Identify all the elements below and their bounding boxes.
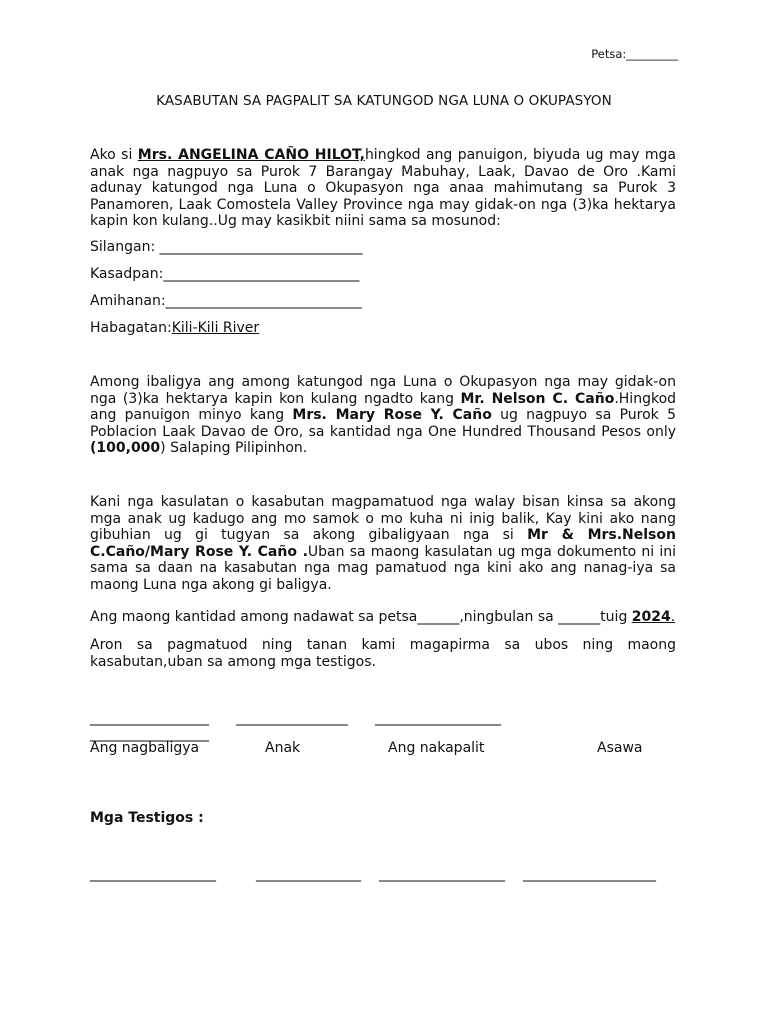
witness-line-4: ___________________ xyxy=(523,866,656,882)
document-title: KASABUTAN SA PAGPALIT SA KATUNGOD NGA LUNA O OKUPASYON xyxy=(156,93,612,109)
witness-line-1: __________________ xyxy=(90,866,216,882)
seller-name: Mrs. ANGELINA CAÑO HILOT, xyxy=(137,147,365,163)
signature-label-spouse: Asawa xyxy=(597,740,643,756)
date-label: Petsa: xyxy=(591,47,627,61)
boundary-amihanan: Amihanan:____________________________ xyxy=(90,293,362,309)
paragraph-sale-terms: Among ibaligya ang among katungod nga Luna o Okupasyon nga may gidak-on nga (3)ka hektarya kapin kon kulang ngadto kang Mr. Nelson C. Caño.Hingkod ang panuigon minyo kang Mrs. Mary Rose Y. Caño ug nagpuyo sa Purok 5 Poblacion Laak Davao de Oro, sa kantidad nga One Hundred Thousand Pesos only (100,000) Salaping Pilipinhon. xyxy=(90,374,677,457)
boundary-silangan: Silangan: _____________________________ xyxy=(90,239,363,255)
signature-line-seller: _________________ xyxy=(90,710,209,726)
signature-line-buyer: __________________ xyxy=(375,710,501,726)
witness-line-3: __________________ xyxy=(379,866,505,882)
signature-label-buyer: Ang nakapalit xyxy=(388,740,485,756)
date-field xyxy=(591,47,678,61)
buyer-names: Mr & Mrs.Nelson C.Caño/Mary Rose Y. Caño . xyxy=(90,527,676,560)
signature-line-child: ________________ xyxy=(236,710,348,726)
paragraph-transfer: Kani nga kasulatan o kasabutan magpamatuod nga walay bisan kinsa sa akong mga anak ug kadugo ang mo samok o mo kuha ni inig balik, Kay kini ako nang gibuhian ug gi tugyan sa akong gibaligyaan nga si Mr & Mrs.Nelson C.Caño/Mary Rose Y. Caño .Uban sa maong kasulatan ug mga dokumento ni ini sama sa daan na kasabutan nga mag pamatuod nga kini ako ang nanag-iya sa maong Luna nga akong gi baligya. xyxy=(90,494,676,593)
paragraph-seller-intro: Ako si Mrs. ANGELINA CAÑO HILOT,hingkod ang panuigon, biyuda ug may mga anak nga nagpuyo sa Purok 7 Barangay Mabuhay, Laak, Davao de Oro .Kami adunay katungod nga Luna o Okupasyon nga anaa mahimutang sa Purok 3 Panamoren, Laak Comostela Valley Province nga may gidak-on nga (3)ka hektarya kapin kon kulang..Ug may kasikbit niini sama sa mosunod: xyxy=(90,147,677,230)
date-blank: _________ xyxy=(626,47,678,61)
year: 2024 xyxy=(631,609,671,625)
witness-line-2: _______________ xyxy=(256,866,361,882)
signature-label-seller: Ang nagbaligya xyxy=(90,740,200,756)
paragraph-attestation: Aron sa pagmatuod ning tanan kami magapirma sa ubos ning maong kasabutan,uban sa among mga testigos. xyxy=(90,637,676,670)
signature-label-child: Anak xyxy=(265,740,301,756)
paragraph-payment-date: Ang maong kantidad among nadawat sa petsa______,ningbulan sa ______tuig 2024. xyxy=(90,609,676,625)
boundary-habagatan: Habagatan:Kili-Kili River xyxy=(90,320,260,336)
signature-line-spouse: _________________ xyxy=(90,726,209,742)
witnesses-heading: Mga Testigos : xyxy=(90,810,204,826)
amount: (100,000 xyxy=(90,440,161,457)
buyer-name: Mr. Nelson C. Caño xyxy=(460,390,615,407)
spouse-name: Mrs. Mary Rose Y. Caño xyxy=(292,407,492,424)
boundary-kasadpan: Kasadpan:____________________________ xyxy=(90,266,360,282)
